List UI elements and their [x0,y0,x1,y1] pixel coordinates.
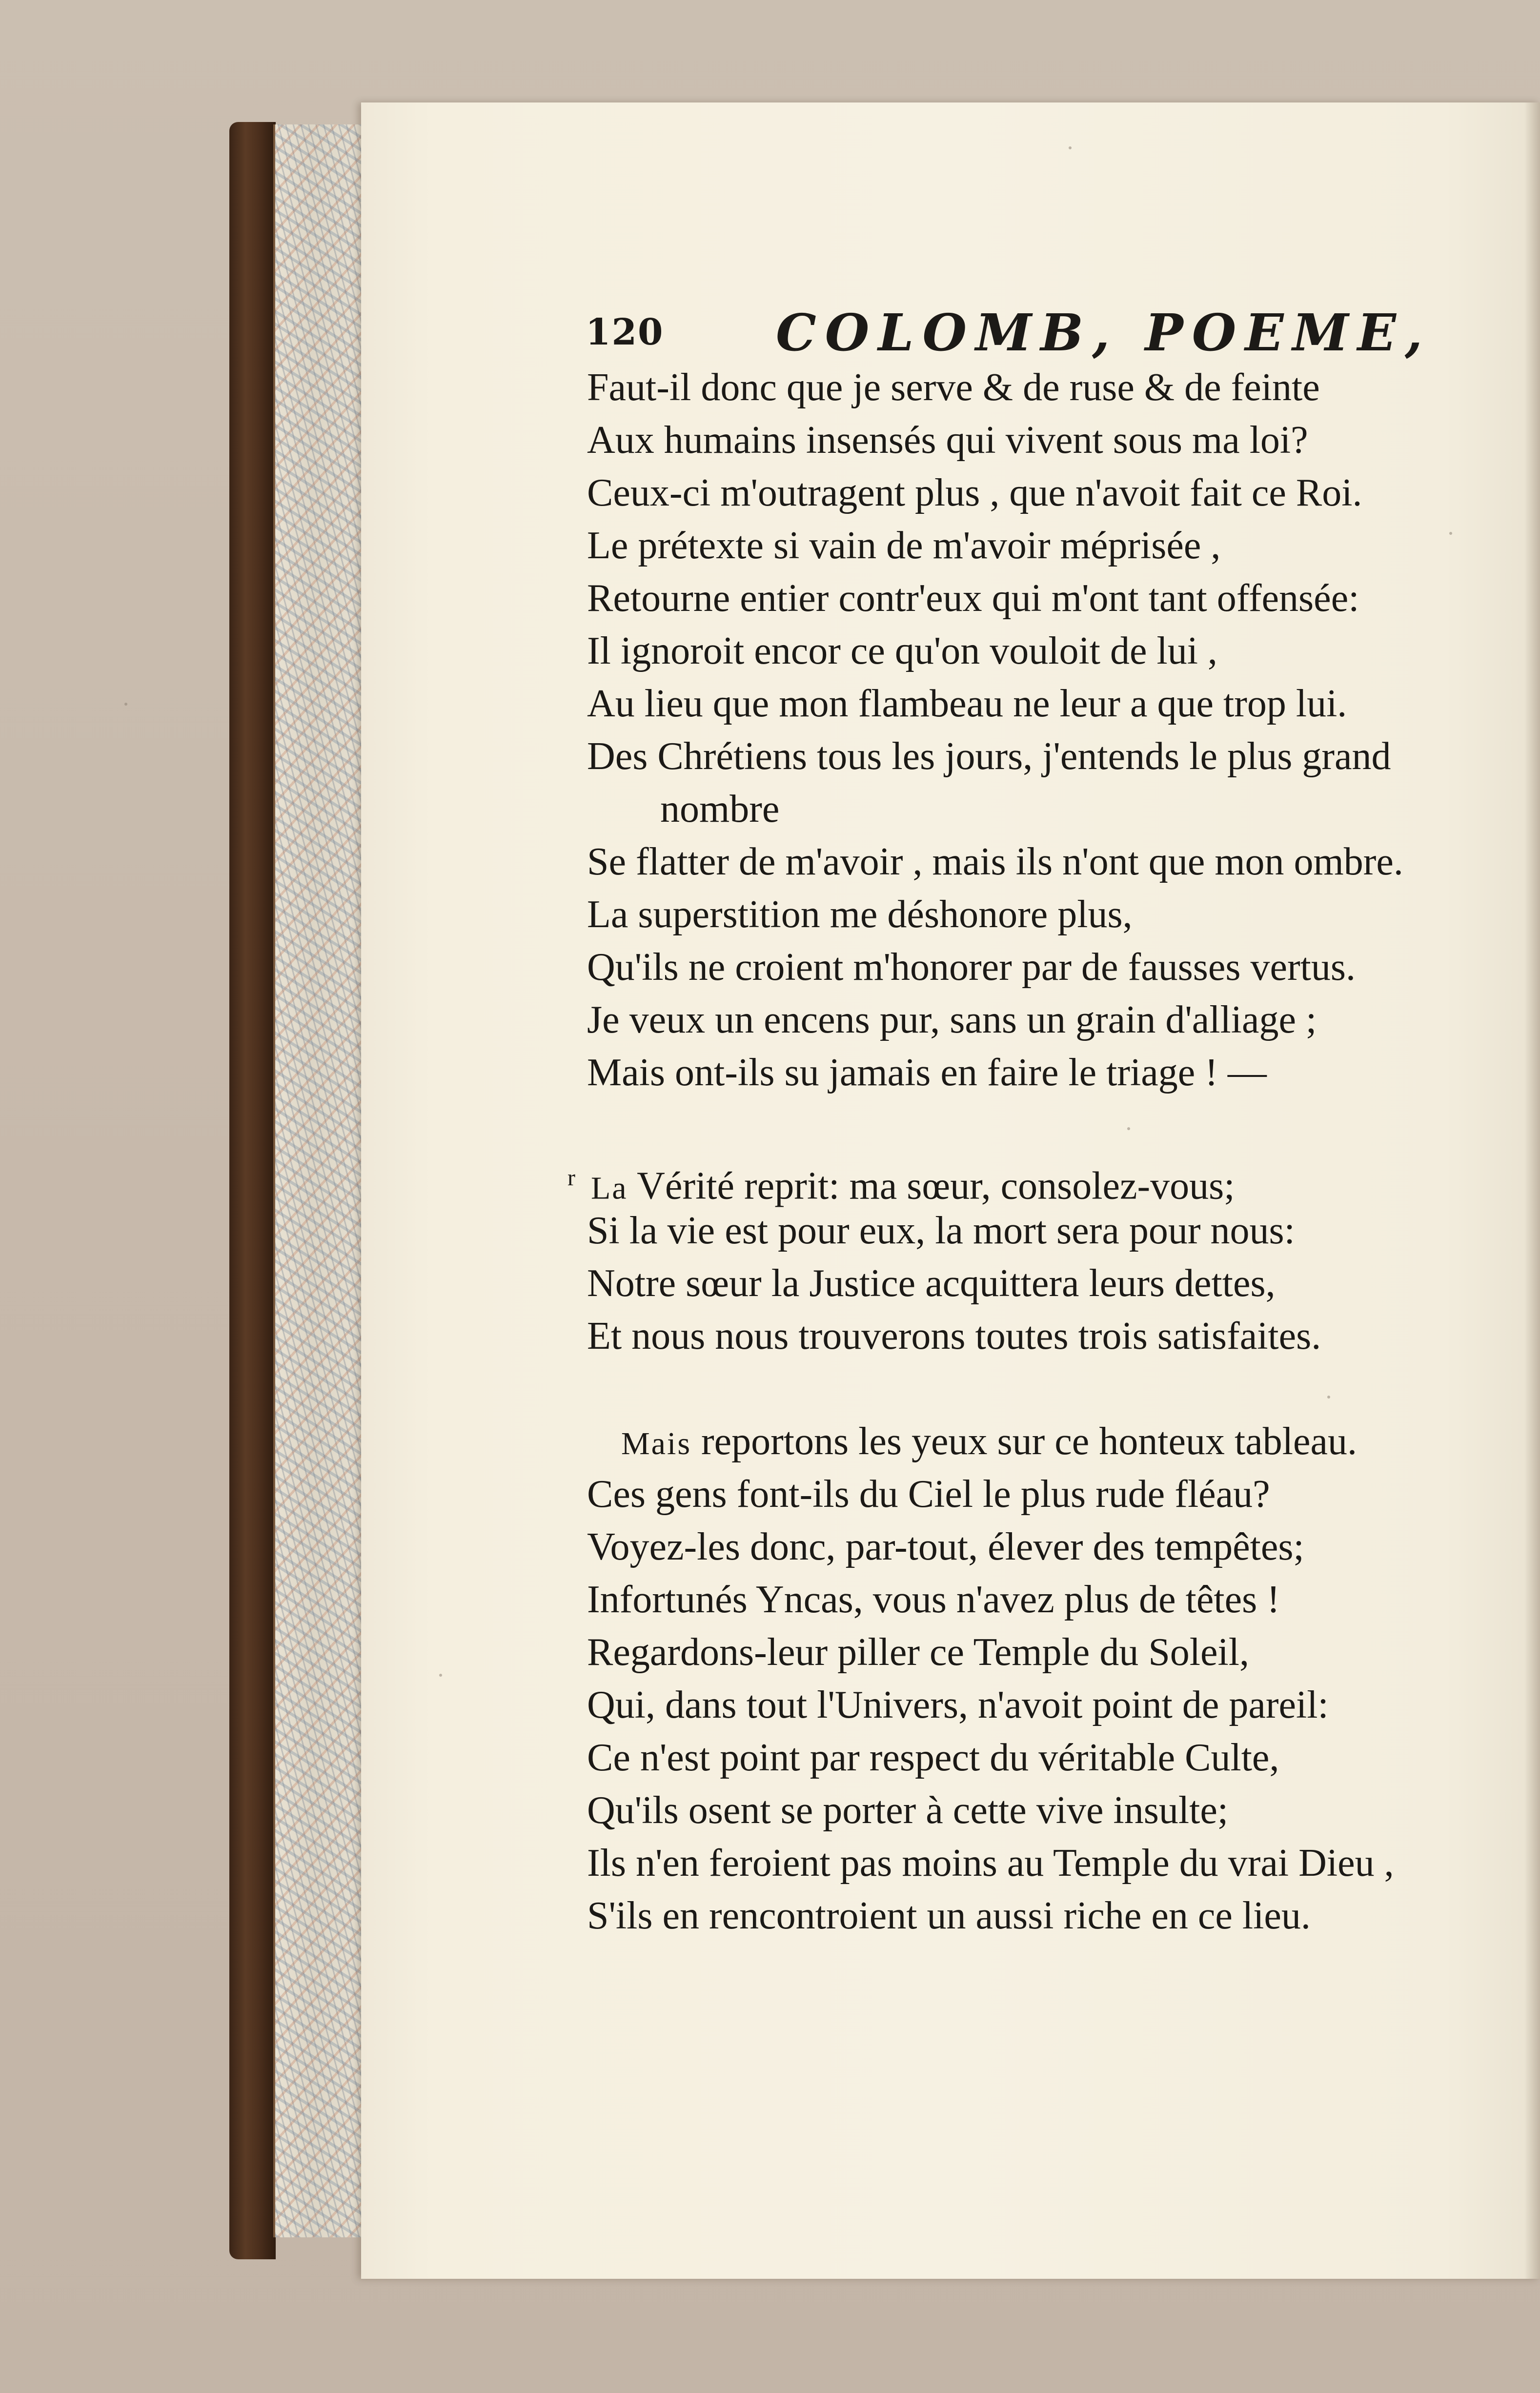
verse-line: Il ignoroit encor ce qu'on vouloit de lui , [587,629,1217,672]
verse-line: Je veux un encens pur, sans un grain d'alliage ; [587,998,1317,1041]
verse-line: Qu'ils osent se porter à cette vive insulte; [587,1789,1229,1832]
verse-line: Ils n'en feroient pas moins au Temple du vrai Dieu , [587,1842,1394,1885]
margin-marker: r [567,1165,575,1191]
paper-speck [124,703,127,706]
verse-line: Qu'ils ne croient m'honorer par de fausses vertus. [587,946,1356,989]
verse-line [567,1152,1504,1208]
verse-line: Ces gens font-ils du Ciel le plus rude fléau? [587,1473,1270,1516]
verse-line: S'ils en rencontroient un aussi riche en ce lieu. [587,1894,1311,1937]
verse-line [587,1415,1504,1468]
verse-line-continuation: nombre [660,788,780,831]
page-number: 120 [586,311,664,353]
paper-speck [1069,146,1072,149]
stanza-gap [587,1362,1504,1415]
book-cover-edge [229,122,276,2259]
verse-line-text: reportons les yeux sur ce honteux tableau. [701,1420,1358,1463]
verse-line: Regardons-leur piller ce Temple du Soleil, [587,1631,1249,1674]
poem-text [567,361,1504,1942]
verse-line: Notre sœur la Justice acquittera leurs dettes, [587,1262,1276,1305]
stanza [587,1415,1504,1942]
verse-line: Se flatter de m'avoir , mais ils n'ont que mon ombre. [587,840,1403,883]
verse-line: Et nous nous trouverons toutes trois satisfaites. [587,1315,1321,1358]
page-right-shadow [1524,102,1540,2279]
verse-line: Des Chrétiens tous les jours, j'entends le plus grand [587,735,1391,778]
stanza-gap [587,1099,1504,1152]
verse-line: Ce n'est point par respect du véritable Culte, [587,1736,1279,1779]
verse-line: Retourne entier contr'eux qui m'ont tant offensée: [587,577,1359,620]
page-title: COLOMB, POEME, [776,303,1432,363]
verse-line: Au lieu que mon flambeau ne leur a que trop lui. [587,682,1347,725]
stanza-lead-word: La [590,1170,628,1206]
verse-line: Mais ont-ils su jamais en faire le triage ! — [587,1051,1267,1094]
stanza [587,361,1504,1099]
verse-line: Voyez-les donc, par-tout, élever des tempêtes; [587,1525,1304,1568]
verse-line: Infortunés Yncas, vous n'avez plus de têtes ! [587,1578,1280,1621]
paper-speck [439,1674,442,1677]
verse-line: Ceux-ci m'outragent plus , que n'avoit fait ce Roi. [587,471,1362,514]
verse-line: Aux humains insensés qui vivent sous ma loi? [587,419,1308,462]
marbled-page-edges [273,124,368,2237]
verse-line: La superstition me déshonore plus, [587,893,1133,936]
verse-line: Qui, dans tout l'Univers, n'avoit point de pareil: [587,1683,1329,1726]
verse-line-text: Vérité reprit: ma sœur, consolez-vous; [637,1164,1235,1208]
stanza-lead-word: Mais [621,1426,691,1461]
verse-line: Le prétexte si vain de m'avoir méprisée , [587,524,1221,567]
verse-line: Si la vie est pour eux, la mort sera pour nous: [587,1209,1295,1252]
verse-line: Faut-il donc que je serve & de ruse & de feinte [587,366,1320,409]
stanza [567,1152,1504,1362]
